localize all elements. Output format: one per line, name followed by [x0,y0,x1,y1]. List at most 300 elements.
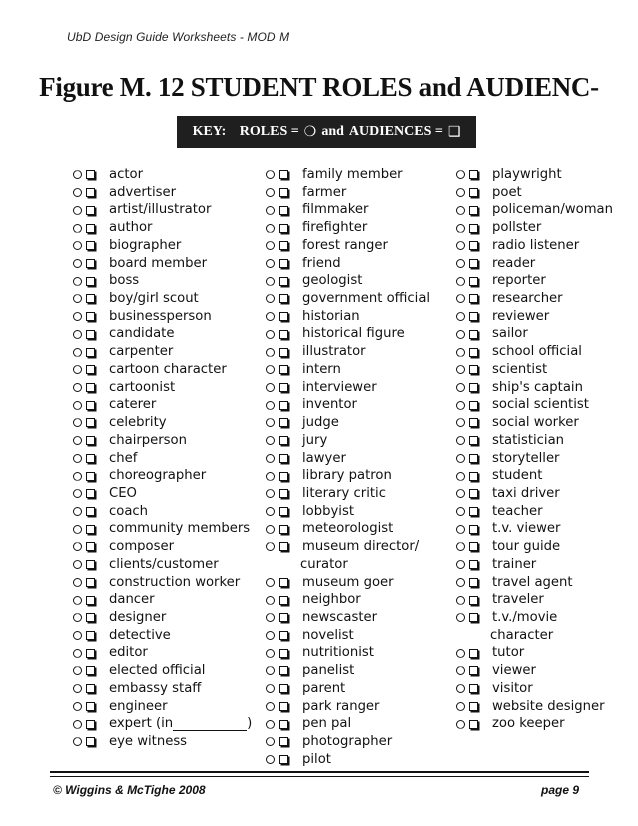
audience-checkbox-icon[interactable] [279,596,288,605]
audience-checkbox-icon[interactable] [469,702,478,711]
role-audience-marks [73,348,103,357]
role-audience-marks [456,188,486,197]
role-item [266,556,430,574]
audience-checkbox-icon[interactable] [279,294,288,303]
role-label: museum director/ [302,539,420,555]
role-audience-marks [266,737,296,746]
role-label: composer [109,539,175,555]
audience-checkbox-icon[interactable] [86,631,95,640]
audience-checkbox-icon[interactable] [86,684,95,693]
role-audience-marks [456,277,486,286]
audience-checkbox-icon[interactable] [279,472,288,481]
audience-checkbox-icon[interactable] [86,224,95,233]
role-circle-icon[interactable] [456,720,465,729]
role-circle-icon[interactable] [456,525,465,534]
audience-checkbox-icon[interactable] [86,330,95,339]
role-item [73,556,252,574]
role-circle-icon[interactable] [73,489,82,498]
role-audience-marks [266,277,296,286]
audience-checkbox-icon[interactable] [86,613,95,622]
role-circle-icon[interactable] [73,737,82,746]
circle-icon: ❍ [303,124,317,140]
role-circle-icon[interactable] [73,542,82,551]
role-label: traveler [492,592,544,608]
audience-checkbox-icon[interactable] [469,348,478,357]
role-item [73,396,252,414]
role-audience-marks [73,666,103,675]
audience-checkbox-icon[interactable] [279,454,288,463]
audience-checkbox-icon[interactable] [279,507,288,516]
role-circle-icon[interactable] [73,188,82,197]
footer-rule-thin [50,776,589,777]
audience-checkbox-icon[interactable] [86,560,95,569]
role-audience-marks [73,330,103,339]
role-circle-icon[interactable] [266,507,275,516]
role-circle-icon[interactable] [73,224,82,233]
audience-checkbox-icon[interactable] [86,578,95,587]
audience-checkbox-icon[interactable] [279,755,288,764]
role-label: intern [302,361,341,377]
audience-checkbox-icon[interactable] [279,666,288,675]
audience-checkbox-icon[interactable] [86,472,95,481]
role-item [456,644,613,662]
role-label: carpenter [109,344,174,360]
role-circle-icon[interactable] [456,436,465,445]
audience-checkbox-icon[interactable] [86,241,95,250]
role-audience-marks [456,702,486,711]
audience-checkbox-icon[interactable] [86,649,95,658]
audience-checkbox-icon[interactable] [279,401,288,410]
audience-checkbox-icon[interactable] [469,436,478,445]
role-circle-icon[interactable] [266,188,275,197]
audience-checkbox-icon[interactable] [279,436,288,445]
audience-checkbox-icon[interactable] [279,224,288,233]
role-circle-icon[interactable] [456,613,465,622]
role-circle-icon[interactable] [266,489,275,498]
role-circle-icon[interactable] [456,560,465,569]
audience-checkbox-icon[interactable] [469,596,478,605]
role-label: library patron [302,468,392,484]
role-circle-icon[interactable] [73,596,82,605]
audience-checkbox-icon[interactable] [86,436,95,445]
role-audience-marks [266,294,296,303]
audience-checkbox-icon[interactable] [86,206,95,215]
role-circle-icon[interactable] [266,436,275,445]
role-label: reporter [492,273,546,289]
audience-checkbox-icon[interactable] [469,525,478,534]
role-audience-marks [456,525,486,534]
audience-checkbox-icon[interactable] [279,702,288,711]
role-circle-icon[interactable] [266,277,275,286]
role-audience-marks [73,631,103,640]
role-audience-marks [73,206,103,215]
audience-checkbox-icon[interactable] [469,613,478,622]
role-label: parent [302,680,346,696]
audience-checkbox-icon[interactable] [86,507,95,516]
role-circle-icon[interactable] [456,206,465,215]
footer-rule-thick [50,771,589,773]
role-label: actor [109,167,143,182]
audience-checkbox-icon[interactable] [469,684,478,693]
role-circle-icon[interactable] [456,170,465,179]
role-label: chairperson [109,432,187,448]
audience-checkbox-icon[interactable] [86,383,95,392]
audience-checkbox-icon[interactable] [279,684,288,693]
role-circle-icon[interactable] [73,578,82,587]
role-circle-icon[interactable] [456,365,465,374]
role-circle-icon[interactable] [73,702,82,711]
role-circle-icon[interactable] [266,755,275,764]
role-circle-icon[interactable] [266,684,275,693]
audience-checkbox-icon[interactable] [86,418,95,427]
role-audience-marks [456,507,486,516]
role-audience-marks [456,578,486,587]
role-circle-icon[interactable] [456,578,465,587]
role-circle-icon[interactable] [456,277,465,286]
role-audience-marks [456,259,486,268]
role-circle-icon[interactable] [266,737,275,746]
role-audience-marks [73,365,103,374]
role-circle-icon[interactable] [266,348,275,357]
role-audience-marks [266,401,296,410]
role-circle-icon[interactable] [456,312,465,321]
role-audience-marks [73,241,103,250]
audience-checkbox-icon[interactable] [469,418,478,427]
role-audience-marks [456,206,486,215]
audience-checkbox-icon[interactable] [86,454,95,463]
audience-checkbox-icon[interactable] [86,348,95,357]
audience-checkbox-icon[interactable] [469,365,478,374]
audience-checkbox-icon[interactable] [469,489,478,498]
role-circle-icon[interactable] [73,684,82,693]
audience-checkbox-icon[interactable] [86,702,95,711]
role-circle-icon[interactable] [266,454,275,463]
expert-suffix: ) [247,716,253,732]
audience-checkbox-icon[interactable] [279,188,288,197]
role-circle-icon[interactable] [266,649,275,658]
role-circle-icon[interactable] [73,649,82,658]
audience-checkbox-icon[interactable] [279,241,288,250]
role-audience-marks [266,666,296,675]
role-label: researcher [492,291,563,307]
audience-checkbox-icon[interactable] [469,241,478,250]
audience-checkbox-icon[interactable] [279,348,288,357]
role-circle-icon[interactable] [73,418,82,427]
audience-checkbox-icon[interactable] [279,418,288,427]
audience-checkbox-icon[interactable] [86,720,95,729]
audience-checkbox-icon[interactable] [469,649,478,658]
role-item [73,450,252,468]
role-item [456,237,613,255]
roles-column-2 [266,166,430,768]
role-circle-icon[interactable] [266,401,275,410]
role-circle-icon[interactable] [73,720,82,729]
role-label: biographer [109,237,182,253]
audience-checkbox-icon[interactable] [469,542,478,551]
role-label: meteorologist [302,521,394,537]
audience-checkbox-icon[interactable] [279,578,288,587]
audience-checkbox-icon[interactable] [469,401,478,410]
role-circle-icon[interactable] [266,294,275,303]
role-item [266,361,430,379]
role-item [73,733,252,751]
role-audience-marks [456,224,486,233]
role-label: firefighter [302,220,368,236]
role-circle-icon[interactable] [266,330,275,339]
role-label: embassy staff [109,680,202,696]
audience-checkbox-icon[interactable] [86,188,95,197]
audience-checkbox-icon[interactable] [86,401,95,410]
role-circle-icon[interactable] [266,525,275,534]
role-label: literary critic [302,485,386,501]
audience-checkbox-icon[interactable] [279,542,288,551]
role-audience-marks [266,312,296,321]
audience-checkbox-icon[interactable] [469,472,478,481]
audience-checkbox-icon[interactable] [86,737,95,746]
role-circle-icon[interactable] [73,401,82,410]
audience-checkbox-icon[interactable] [469,224,478,233]
audience-checkbox-icon[interactable] [86,525,95,534]
audience-checkbox-icon[interactable] [279,259,288,268]
role-circle-icon[interactable] [456,454,465,463]
role-circle-icon[interactable] [266,259,275,268]
role-circle-icon[interactable] [456,489,465,498]
role-audience-marks [456,613,486,622]
role-label: boy/girl scout [109,291,199,307]
audience-checkbox-icon[interactable] [469,259,478,268]
role-item [456,574,613,592]
role-label: storyteller [492,450,560,466]
role-circle-icon[interactable] [266,578,275,587]
role-circle-icon[interactable] [73,206,82,215]
role-item [73,574,252,592]
role-circle-icon[interactable] [266,631,275,640]
role-circle-icon[interactable] [456,294,465,303]
role-item [73,325,252,343]
fill-in-blank[interactable] [173,718,247,731]
role-audience-marks [73,418,103,427]
role-item [456,662,613,680]
role-label: candidate [109,326,175,342]
role-circle-icon[interactable] [73,436,82,445]
page-header: UbD Design Guide Worksheets - MOD M [67,30,290,44]
audience-checkbox-icon[interactable] [279,330,288,339]
role-circle-icon[interactable] [456,542,465,551]
role-audience-marks [266,489,296,498]
audience-checkbox-icon[interactable] [279,206,288,215]
role-item [266,503,430,521]
audience-checkbox-icon[interactable] [469,294,478,303]
audience-checkbox-icon[interactable] [279,525,288,534]
audience-checkbox-icon[interactable] [469,188,478,197]
audience-checkbox-icon[interactable] [279,383,288,392]
role-circle-icon[interactable] [456,666,465,675]
audience-checkbox-icon[interactable] [469,578,478,587]
audience-checkbox-icon[interactable] [469,507,478,516]
role-circle-icon[interactable] [456,259,465,268]
audience-checkbox-icon[interactable] [469,560,478,569]
role-label: community members [109,521,251,537]
audience-checkbox-icon[interactable] [86,294,95,303]
role-item [266,379,430,397]
role-label: caterer [109,397,157,413]
role-audience-marks [266,383,296,392]
role-circle-icon[interactable] [73,170,82,179]
role-circle-icon[interactable] [456,507,465,516]
role-audience-marks [456,489,486,498]
role-audience-marks [73,720,103,729]
role-item [456,290,613,308]
role-circle-icon[interactable] [73,631,82,640]
role-circle-icon[interactable] [266,702,275,711]
audience-checkbox-icon[interactable] [469,170,478,179]
role-circle-icon[interactable] [73,259,82,268]
role-circle-icon[interactable] [266,170,275,179]
role-label: CEO [109,485,137,501]
role-item [73,219,252,237]
role-item [73,698,252,716]
audience-checkbox-icon[interactable] [469,277,478,286]
audience-checkbox-icon[interactable] [469,330,478,339]
audience-checkbox-icon[interactable] [469,720,478,729]
role-circle-icon[interactable] [73,454,82,463]
role-circle-icon[interactable] [456,383,465,392]
key-legend [177,116,476,148]
role-circle-icon[interactable] [266,542,275,551]
role-label: tour guide [492,539,561,555]
role-circle-icon[interactable] [456,241,465,250]
role-circle-icon[interactable] [266,312,275,321]
audience-checkbox-icon[interactable] [86,596,95,605]
role-item [73,184,252,202]
role-item [456,308,613,326]
role-circle-icon[interactable] [456,418,465,427]
role-circle-icon[interactable] [266,596,275,605]
role-item [266,609,430,627]
audience-checkbox-icon[interactable] [279,365,288,374]
role-item [266,201,430,219]
role-circle-icon[interactable] [73,507,82,516]
role-audience-marks [456,365,486,374]
audience-checkbox-icon[interactable] [86,542,95,551]
role-circle-icon[interactable] [73,348,82,357]
audience-checkbox-icon[interactable] [469,666,478,675]
audience-checkbox-icon[interactable] [86,259,95,268]
role-audience-marks [456,596,486,605]
role-item [456,485,613,503]
audience-checkbox-icon[interactable] [469,454,478,463]
role-circle-icon[interactable] [73,525,82,534]
audience-checkbox-icon[interactable] [469,383,478,392]
role-circle-icon[interactable] [73,383,82,392]
audience-checkbox-icon[interactable] [279,170,288,179]
role-item [73,591,252,609]
role-audience-marks [456,720,486,729]
role-item [73,343,252,361]
role-circle-icon[interactable] [73,666,82,675]
audience-checkbox-icon[interactable] [86,170,95,179]
audience-checkbox-icon[interactable] [86,365,95,374]
audience-checkbox-icon[interactable] [86,666,95,675]
role-audience-marks [456,294,486,303]
role-label: statistician [492,432,565,448]
role-item [73,485,252,503]
audience-checkbox-icon[interactable] [279,277,288,286]
audience-checkbox-icon[interactable] [279,489,288,498]
role-label: novelist [302,627,354,643]
role-circle-icon[interactable] [456,596,465,605]
role-circle-icon[interactable] [266,224,275,233]
role-item [73,290,252,308]
role-circle-icon[interactable] [73,277,82,286]
role-label: boss [109,273,140,289]
role-audience-marks [73,560,103,569]
audience-checkbox-icon[interactable] [279,720,288,729]
audience-checkbox-icon[interactable] [469,312,478,321]
role-circle-icon[interactable] [73,241,82,250]
role-circle-icon[interactable] [73,560,82,569]
role-circle-icon[interactable] [73,294,82,303]
role-circle-icon[interactable] [456,224,465,233]
role-circle-icon[interactable] [456,330,465,339]
audience-checkbox-icon[interactable] [86,277,95,286]
role-circle-icon[interactable] [266,613,275,622]
role-circle-icon[interactable] [266,241,275,250]
role-circle-icon[interactable] [456,188,465,197]
role-audience-marks [73,472,103,481]
role-circle-icon[interactable] [456,348,465,357]
role-label: author [109,220,153,236]
audience-checkbox-icon[interactable] [279,737,288,746]
audience-checkbox-icon[interactable] [469,206,478,215]
role-circle-icon[interactable] [73,330,82,339]
audience-checkbox-icon[interactable] [279,613,288,622]
role-label: viewer [492,663,536,679]
role-circle-icon[interactable] [73,365,82,374]
role-circle-icon[interactable] [456,649,465,658]
role-circle-icon[interactable] [73,472,82,481]
role-circle-icon[interactable] [266,720,275,729]
role-circle-icon[interactable] [456,702,465,711]
role-label: photographer [302,734,393,749]
role-item [456,201,613,219]
role-circle-icon[interactable] [266,418,275,427]
role-audience-marks [266,578,296,587]
audience-checkbox-icon[interactable] [86,489,95,498]
role-item [266,574,430,592]
audience-checkbox-icon[interactable] [86,312,95,321]
role-audience-marks [73,188,103,197]
role-circle-icon[interactable] [266,365,275,374]
role-audience-marks [266,259,296,268]
audience-checkbox-icon[interactable] [279,649,288,658]
audience-checkbox-icon[interactable] [279,312,288,321]
role-audience-marks [456,542,486,551]
role-circle-icon[interactable] [73,312,82,321]
role-circle-icon[interactable] [266,383,275,392]
role-circle-icon[interactable] [73,613,82,622]
role-circle-icon[interactable] [456,472,465,481]
role-audience-marks [266,418,296,427]
role-circle-icon[interactable] [456,401,465,410]
role-item [266,591,430,609]
role-circle-icon[interactable] [266,472,275,481]
role-circle-icon[interactable] [266,206,275,215]
audience-checkbox-icon[interactable] [279,631,288,640]
role-circle-icon[interactable] [456,684,465,693]
role-circle-icon[interactable] [266,666,275,675]
role-label: government official [302,291,431,307]
